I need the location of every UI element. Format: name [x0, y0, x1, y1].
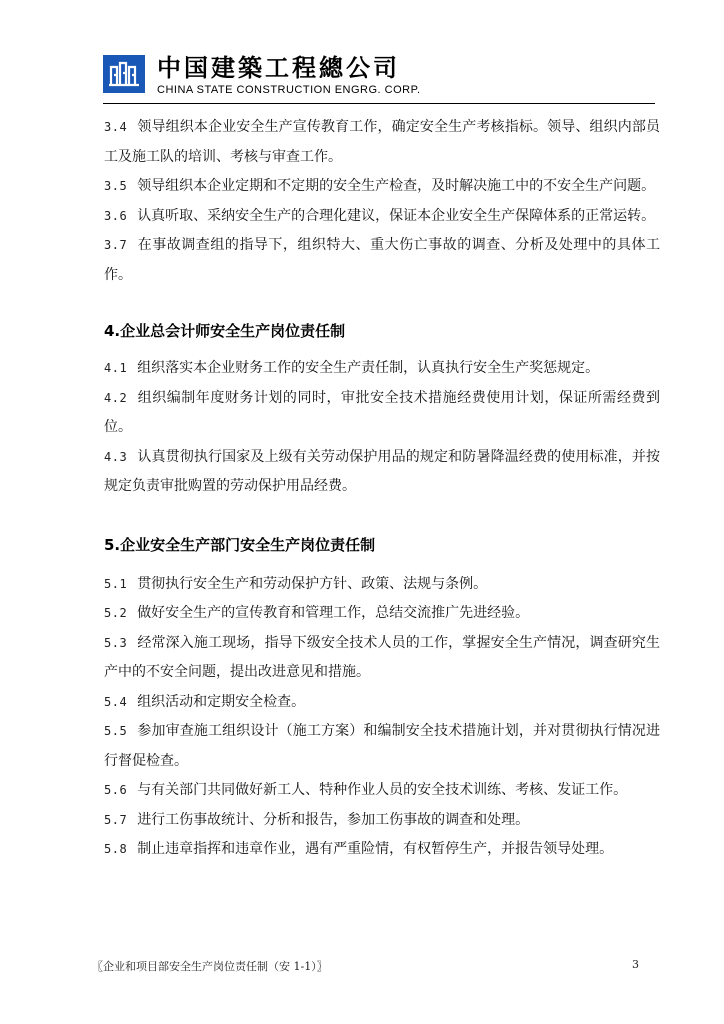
footer-document-title: 〖企业和项目部安全生产岗位责任制（安 1-1）〗 — [92, 960, 328, 973]
clause-3-5 — [104, 172, 660, 202]
clause-number: 5.2 — [104, 606, 128, 620]
clause-number: 3.4 — [104, 120, 128, 134]
clause-text: 组织编制年度财务计划的同时，审批安全技术措施经费使用计划，保证所需经费到位。 — [104, 389, 660, 435]
clause-text: 参加审查施工组织设计（施工方案）和编制安全技术措施计划，并对贯彻执行情况进行督促检查。 — [104, 723, 660, 769]
clause-number: 5.3 — [104, 635, 128, 650]
clause-number: 5.6 — [104, 783, 128, 797]
clause-3-4 — [104, 113, 660, 172]
clause-number: 3.6 — [104, 208, 128, 223]
clause-number: 5.1 — [104, 576, 128, 591]
clause-5-3 — [104, 629, 660, 688]
clause-text: 经常深入施工现场，指导下级安全技术人员的工作，掌握安全生产情况，调查研究生产中的不安全问题，提出改进意见和措施。 — [104, 634, 660, 680]
letterhead — [103, 50, 655, 102]
clause-4-1 — [104, 354, 660, 384]
company-logo — [103, 55, 145, 93]
clause-5-8 — [104, 835, 660, 865]
clause-5-1 — [104, 570, 660, 600]
clause-text: 与有关部门共同做好新工人、特种作业人员的安全技术训练、考核、发证工作。 — [137, 782, 628, 798]
clause-text: 认真听取、采纳安全生产的合理化建议，保证本企业安全生产保障体系的正常运转。 — [137, 207, 656, 224]
clause-number: 3.7 — [104, 238, 128, 252]
clause-text: 制止违章指挥和违章作业，遇有严重险情，有权暂停生产，并报告领导处理。 — [137, 841, 614, 857]
clause-text: 进行工伤事故统计、分析和报告，参加工伤事故的调查和处理。 — [137, 811, 530, 828]
clause-5-5 — [104, 717, 660, 776]
clause-number: 3.5 — [104, 179, 128, 193]
clause-number: 5.5 — [104, 724, 128, 738]
page-number: 3 — [632, 958, 639, 971]
clause-text: 做好安全生产的宣传教育和管理工作，总结交流推广先进经验。 — [137, 605, 530, 621]
clause-3-7 — [104, 231, 660, 290]
clause-number: 5.7 — [104, 812, 128, 827]
clause-3-6 — [104, 202, 660, 232]
clause-text: 领导组织本企业安全生产宣传教育工作，确定安全生产考核指标。领导、组织内部员工及施工队的培训、考核与审查工作。 — [104, 119, 660, 165]
clause-5-7 — [104, 806, 660, 836]
clause-text: 认真贯彻执行国家及上级有关劳动保护用品的规定和防暑降温经费的使用标准，并按规定负责审批购置的劳动保护用品经费。 — [104, 448, 660, 494]
clause-number: 5.8 — [104, 842, 128, 856]
clause-number: 5.4 — [104, 694, 128, 709]
clause-number: 4.2 — [104, 390, 128, 405]
clause-text: 在事故调查组的指导下，组织特大、重大伤亡事故的调查、分析及处理中的具体工作。 — [104, 237, 660, 283]
header-divider — [103, 103, 655, 104]
clause-4-2 — [104, 384, 660, 443]
section-heading-4: 4.企业总会计师安全生产岗位责任制 — [104, 322, 346, 340]
clause-number: 4.3 — [104, 449, 128, 464]
clause-text: 贯彻执行安全生产和劳动保护方针、政策、法规与条例。 — [137, 575, 488, 592]
clause-5-6 — [104, 776, 660, 806]
clause-text: 领导组织本企业定期和不定期的安全生产检查，及时解决施工中的不安全生产问题。 — [137, 178, 656, 194]
company-name-cn: 中国建築工程總公司 — [157, 54, 400, 82]
cscec-logo-icon — [103, 55, 145, 93]
clause-4-3 — [104, 443, 660, 502]
company-name-en: CHINA STATE CONSTRUCTION ENGRG. CORP. — [157, 84, 421, 96]
clause-text: 组织落实本企业财务工作的安全生产责任制，认真执行安全生产奖惩规定。 — [137, 360, 600, 376]
section-heading-5: 5.企业安全生产部门安全生产岗位责任制 — [104, 535, 376, 554]
clause-number: 4.1 — [104, 361, 128, 375]
clause-5-2 — [104, 599, 660, 629]
document-body — [104, 113, 660, 865]
clause-5-4 — [104, 688, 660, 718]
clause-text: 组织活动和定期安全检查。 — [137, 693, 306, 710]
